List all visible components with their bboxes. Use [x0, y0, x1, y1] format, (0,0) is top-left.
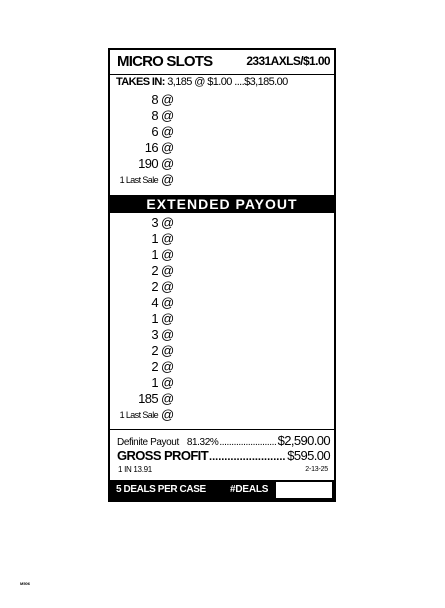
gross-profit-amount: $595.00 [287, 448, 330, 463]
prize-count: 3 [151, 215, 158, 230]
at-sign: @ [161, 279, 174, 294]
at-sign: @ [161, 156, 174, 171]
prize-row [110, 246, 334, 262]
at-sign: @ [161, 391, 174, 406]
prize-row [110, 390, 334, 406]
takes-in-label: TAKES IN: [116, 76, 165, 88]
prize-row [110, 278, 334, 294]
prize-row [110, 406, 334, 422]
prize-row [110, 214, 334, 230]
game-name: MICRO SLOTS [117, 53, 213, 70]
deals-count-label: #DEALS [230, 484, 269, 495]
prize-table [110, 91, 334, 187]
at-sign: @ [161, 215, 174, 230]
prize-count: 1 [151, 375, 158, 390]
at-sign: @ [161, 108, 174, 123]
prize-count: 2 [151, 343, 158, 358]
deals-count-box [276, 482, 332, 498]
prize-row [110, 326, 334, 342]
prize-count: 6 [151, 124, 158, 139]
at-sign: @ [161, 263, 174, 278]
at-sign: @ [161, 327, 174, 342]
payout-percent: 81.32% [186, 437, 219, 448]
takes-in-value: 3,185 @ $1.00 ....$3,185.00 [167, 76, 288, 88]
prize-row [110, 374, 334, 390]
at-sign: @ [161, 311, 174, 326]
prize-row [110, 294, 334, 310]
flare-header [110, 50, 334, 74]
prize-count: 16 [144, 140, 158, 155]
at-sign: @ [161, 375, 174, 390]
at-sign: @ [161, 295, 174, 310]
prize-count: 1 Last Sale [119, 175, 158, 185]
prize-row [110, 139, 334, 155]
prize-count: 2 [151, 279, 158, 294]
gross-profit-label: GROSS PROFIT [117, 448, 209, 463]
at-sign: @ [161, 247, 174, 262]
prize-row [110, 123, 334, 139]
prize-row [110, 230, 334, 246]
prize-row [110, 310, 334, 326]
at-sign: @ [161, 92, 174, 107]
prize-count: 190 [138, 156, 158, 171]
prize-row [110, 155, 334, 171]
at-sign: @ [161, 343, 174, 358]
prize-row [110, 171, 334, 187]
prize-count: 2 [151, 359, 158, 374]
flare-footer [110, 480, 334, 500]
definite-payout-label: Definite Payout [117, 437, 179, 448]
prize-count: 3 [151, 327, 158, 342]
takes-in-line [116, 76, 288, 88]
header-divider [110, 74, 334, 75]
at-sign: @ [161, 359, 174, 374]
prize-count: 185 [138, 391, 158, 406]
at-sign: @ [161, 231, 174, 246]
date-code: 2-13-25 [305, 466, 328, 473]
at-sign: @ [161, 124, 174, 139]
deals-per-case: 5 DEALS PER CASE [116, 484, 206, 495]
prize-count: 1 Last Sale [119, 410, 158, 420]
at-sign: @ [161, 140, 174, 155]
definite-payout-amount: $2,590.00 [277, 433, 330, 448]
at-sign: @ [161, 407, 174, 422]
pull-tab-flare [108, 48, 336, 502]
odds-text: 1 IN 13.91 [118, 465, 152, 474]
prize-count: 1 [151, 231, 158, 246]
prize-count: 1 [151, 247, 158, 262]
prize-row [110, 342, 334, 358]
prize-count: 2 [151, 263, 158, 278]
prize-count: 4 [151, 295, 158, 310]
extended-payout-banner: EXTENDED PAYOUT [110, 195, 334, 213]
at-sign: @ [161, 172, 174, 187]
prize-count: 8 [151, 92, 158, 107]
prize-count: 8 [151, 108, 158, 123]
form-number: 2331AXLS/$1.00 [246, 54, 330, 68]
prize-row [110, 107, 334, 123]
corner-code: M506 [20, 581, 31, 586]
totals-divider [110, 429, 334, 430]
prize-row [110, 358, 334, 374]
prize-row [110, 262, 334, 278]
gross-profit-line [117, 448, 330, 466]
prize-count: 1 [151, 311, 158, 326]
definite-payout-line [117, 433, 330, 449]
extended-prize-table [110, 214, 334, 422]
prize-row [110, 91, 334, 107]
